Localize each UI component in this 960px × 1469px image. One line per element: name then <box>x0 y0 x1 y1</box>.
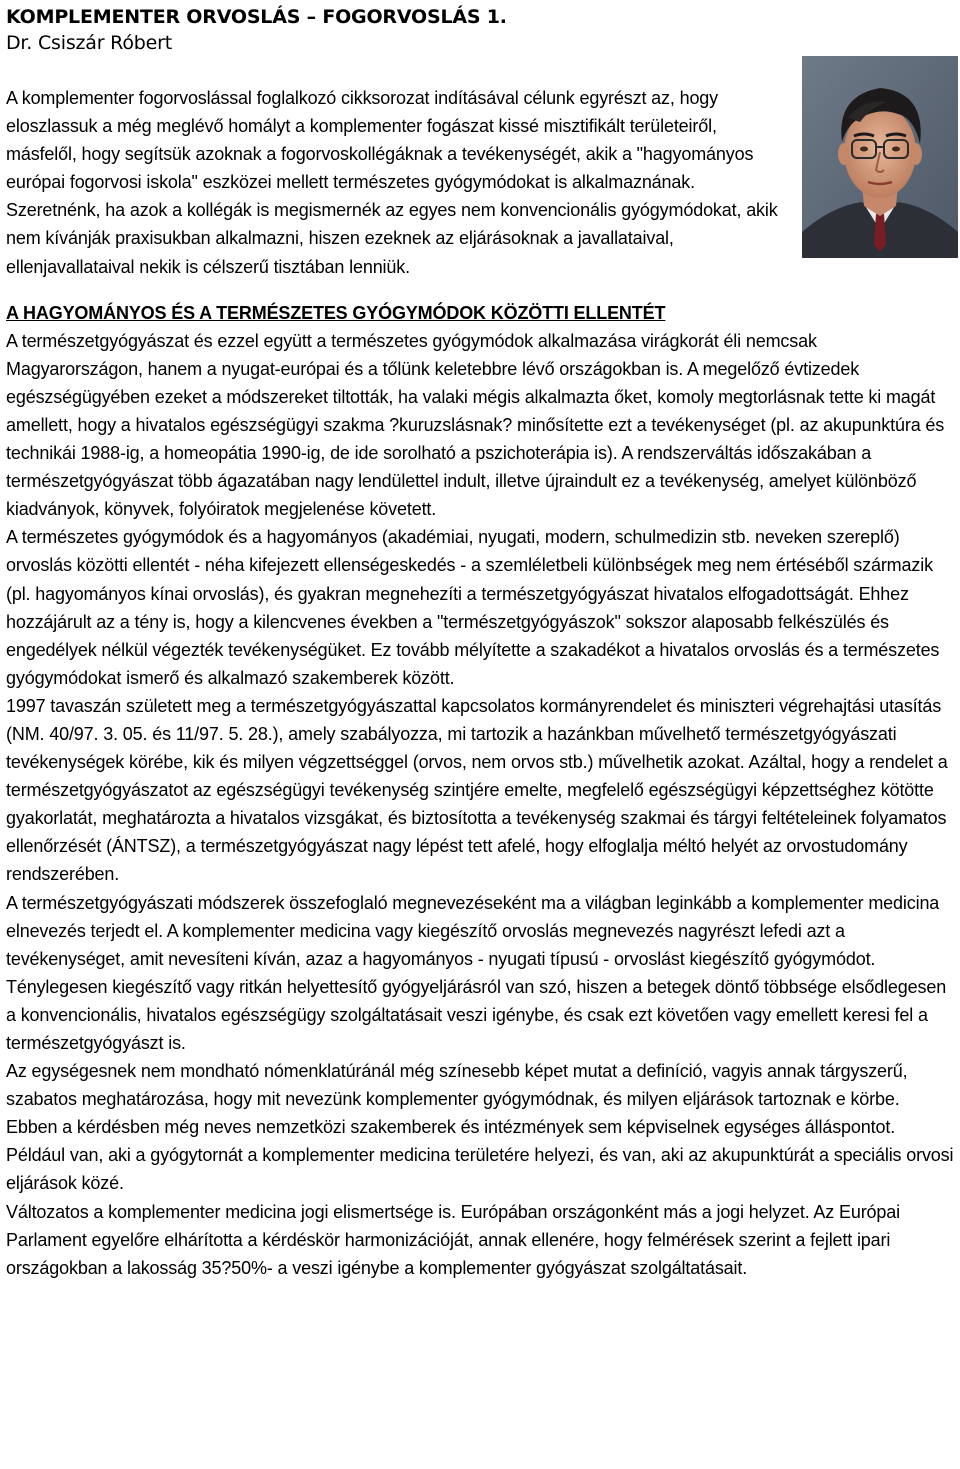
body-paragraph: 1997 tavaszán született meg a természetgyógyászattal kapcsolatos kormányrendelet és miniszteri végrehajtási utasítás (NM. 40/97. 3. 05. és 11/97. 5. 28.), amely szabályozza, mi tartozik a hazánkban művelhető természetgyógyászati tevékenységek körébe, kik és milyen végzettséggel (orvos, nem orvos stb.) művelhetik azokat. Azáltal, hogy a rendelet a természetgyógyászatot az egészségügyi tevékenység szintjére emelte, megfelelő egészségügyi képzettséghez kötötte gyakorlatát, meghatározta a hivatalos vizsgákat, és biztosította a tevékenység szakmai és tárgyi feltételeinek folyamatos ellenőrzését (ÁNTSZ), a természetgyógyászat nagy lépést tett afelé, hogy elfoglalja méltó helyét az orvostudomány rendszerében. <box>6 695 948 885</box>
body-paragraph: A természetgyógyászati módszerek összefoglaló megnevezéseként ma a világban leginkább a komplementer medicina elnevezés terjedt el. A komplementer medicina vagy kiegészítő orvoslás megnevezés nagyrészt lefedi azt a tevékenységet, amit nevesíteni kíván, azaz a hagyományos - nyugati típusú - orvoslást kiegészítő gyógymódot. Ténylegesen kiegészítő vagy ritkán helyettesítő gyógyeljárásról van szó, hiszen a betegek döntő többsége elsődlegesen a konvencionális, hivatalos egészségügy szolgáltatásait veszi igénybe, és csak ezt követően vagy emellett keresi fel a természetgyógyászt is. <box>6 892 947 1053</box>
body-paragraph: Változatos a komplementer medicina jogi elismertsége is. Európában országonként más a jogi helyzet. Az Európai Parlament egyelőre elhárította a kérdéskör harmonizációját, annak ellenére, hogy felmérések szerint a fejlett ipari országokban a lakosság 35?50%- a veszi igénybe a komplementer gyógyászat szolgáltatásait. <box>6 1201 900 1278</box>
body-paragraph: A természetes gyógymódok és a hagyományos (akadémiai, nyugati, modern, schulmedizin stb. neveken szereplő) orvoslás közötti ellentét - néha kifejezett ellenségeskedés - a szemléletbeli különbségek meg nem értéséből származik (pl. hagyományos kínai orvoslás), és gyakran megnehezíti a természetgyógyászat hivatalos elfogadottságát. Ehhez hozzájárult az a tény is, hogy a kilencvenes években a "természetgyógyászok" sokszor alaposabb felkészülés és engedélyek nélkül végezték tevékenységüket. Ez tovább mélyítette a szakadékot a hivatalos orvoslás és a természetes gyógymódokat ismerő és alkalmazó szakemberek között. <box>6 527 940 688</box>
body-paragraph: A természetgyógyászat és ezzel együtt a természetes gyógymódok alkalmazása virágkorát éli nemcsak Magyarországon, hanem a nyugat-európai és a tőlünk keletebbre lévő országokban is. A megelőző évtizedek egészségügyében ezeket a módszereket tiltották, ha valaki mégis alkalmazta őket, komoly megtorlásnak tette ki magát amellett, hogy a hivatalos egészségügyi szakma ?kuruzslásnak? minősítette ezt a tevékenységet (pl. az akupunktúra és technikái 1988-ig, a homeopátia 1990-ig, de ide sorolható a pszichoterápia is). A rendszerváltás időszakában a természetgyógyászat több ágazatában nagy lendülettel indult, illetve újraindult ez a tevékenység, amelyet különböző kiadványok, könyvek, folyóiratok megjelenése követett. <box>6 330 945 520</box>
section-body <box>6 327 954 1282</box>
section-heading: A HAGYOMÁNYOS ÉS A TERMÉSZETES GYÓGYMÓDOK KÖZÖTTI ELLENTÉT <box>6 302 666 323</box>
portrait-photo <box>802 56 958 258</box>
article-author: Dr. Csiszár Róbert <box>6 32 172 54</box>
intro-section <box>6 84 954 281</box>
intro-paragraph: A komplementer fogorvoslással foglalkozó cikksorozat indításával célunk egyrészt az, hogy eloszlassuk a még meglévő homályt a komplementer fogászat kissé misztifikált területeiről, másfelől, hogy segítsük azoknak a fogorvoskollégáknak a tevékenységét, akik a "hagyományos európai fogorvosi iskola" eszközei mellett természetes gyógymódokat is alkalmaznának. Szeretnénk, ha azok a kollégák is megismernék az egyes nem konvencionális gyógymódokat, akik nem kívánják praxisukban alkalmazni, hiszen ezeknek az eljárásoknak a javallataival, ellenjavallataival nekik is célszerű tisztában lenniük. <box>6 88 778 277</box>
author-portrait-image <box>802 56 958 258</box>
article-title: KOMPLEMENTER ORVOSLÁS – FOGORVOSLÁS 1. <box>6 6 507 28</box>
body-paragraph: Az egységesnek nem mondható nómenklatúránál még színesebb képet mutat a definíció, vagyis annak tárgyszerű, szabatos meghatározása, hogy mit nevezünk komplementer gyógymódnak, és milyen eljárások tartoznak e körbe. Ebben a kérdésben még neves nemzetközi szakemberek és intézmények sem képviselnek egységes álláspontot. Például van, aki a gyógytornát a komplementer medicina területére helyezi, és van, aki az akupunktúrát a speciális orvosi eljárások közé. <box>6 1061 954 1194</box>
